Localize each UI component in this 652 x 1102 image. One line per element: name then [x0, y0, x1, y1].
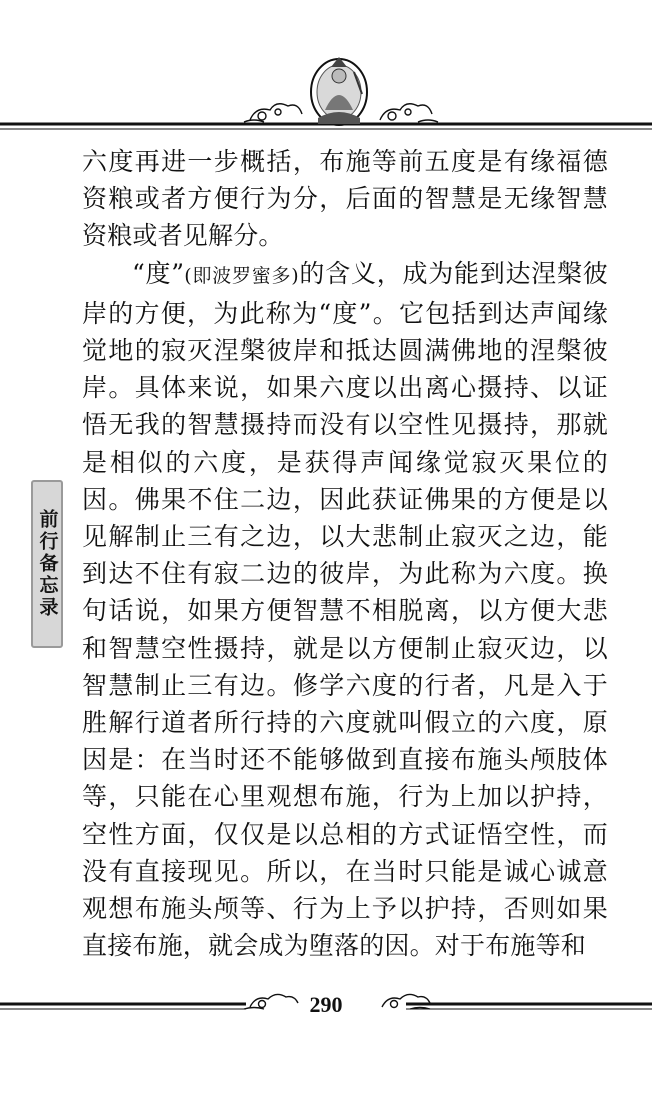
- cloud-ornament-left-icon: [244, 104, 302, 122]
- paragraph-1: 六度再进一步概括，布施等前五度是有缘福德资粮或者方便行为分，后面的智慧是无缘智慧资粮或者见解分。: [82, 147, 608, 251]
- page-header: [0, 50, 652, 140]
- page-number: 290: [309, 992, 343, 1017]
- header-rule: [0, 50, 652, 140]
- book-title: 前行备忘录: [36, 509, 59, 619]
- paragraph-2: [82, 255, 608, 965]
- term-du: “度”: [132, 258, 185, 288]
- paragraph-2-rest: 的含义，成为能到达涅槃彼岸的方便，为此称为“度”。它包括到达声闻缘觉地的寂灭涅槃彼岸和抵达圆满佛地的涅槃彼岸。具体来说，如果六度以出离心摄持、以证悟无我的智慧摄持而没有以空性见摄持，那就是相似的六度，是获得声闻缘觉寂灭果位的因。佛果不住二边，因此获证佛果的方便是以见解制止三有之边，以大悲制止寂灭之边，能到达不住有寂二边的彼岸，为此称为六度。换句话说，如果方便智慧不相脱离，以方便大悲和智慧空性摄持，就是以方便制止寂灭边，以智慧制止三有边。修学六度的行者，凡是入于胜解行道者所行持的六度就叫假立的六度，原因是：在当时还不能够做到直接布施头颅肢体等，只能在心里观想布施，行为上加以护持，空性方面，仅仅是以总相的方式证悟空性，而没有直接现见。所以，在当时只能是诚心诚意观想布施头颅等、行为上予以护持，否则如果直接布施，就会成为堕落的因。对于布施等和: [82, 258, 608, 961]
- cloud-ornament-right-icon: [380, 104, 438, 122]
- side-tab: [31, 480, 63, 648]
- main-text: [82, 143, 608, 964]
- deity-thangka-icon: [311, 57, 367, 125]
- term-note: (即波罗蜜多): [184, 264, 299, 287]
